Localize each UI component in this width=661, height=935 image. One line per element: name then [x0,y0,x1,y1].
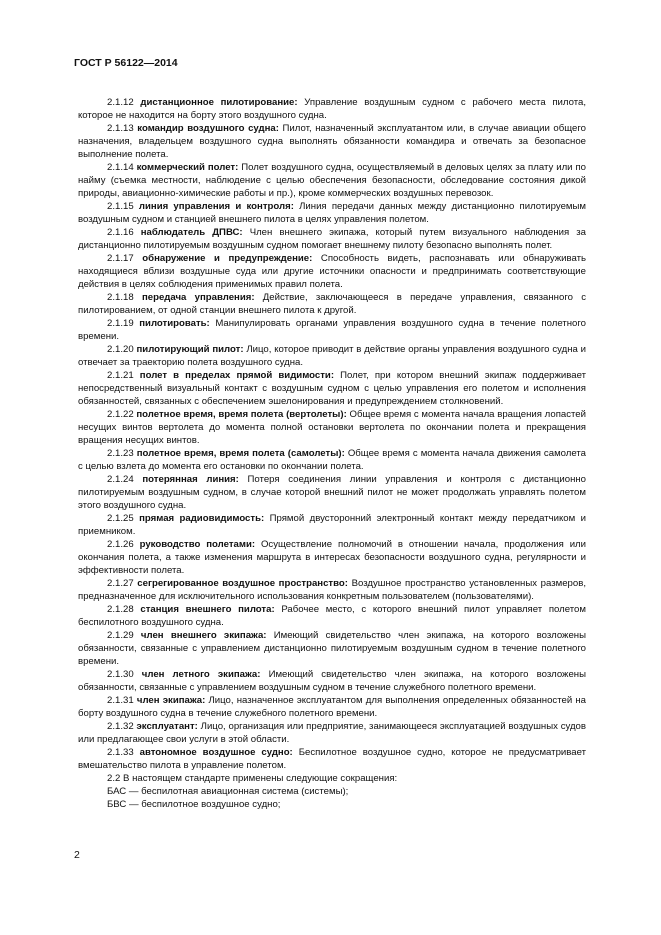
definition-item [78,512,586,538]
document-header: ГОСТ Р 56122—2014 [74,57,178,69]
definition-item [78,408,586,447]
abbreviation-item: БАС — беспилотная авиационная система (системы); [107,786,349,797]
definition-item [78,369,586,408]
definition-item [78,343,586,369]
abbreviation-item: БВС — беспилотное воздушное судно; [107,799,281,810]
definition-text: Общее время с момента начала движения самолета с целью взлета до момента его остановки по окончании полета. [78,448,587,472]
definition-number: 2.1.21 [107,370,134,381]
definition-number: 2.1.15 [107,201,134,212]
definition-item [78,161,586,200]
definition-term: эксплуатант: [136,721,198,732]
definition-term: полетное время, время полета (вертолеты): [136,409,347,420]
definition-term: автономное воздушное судно: [139,747,293,758]
definition-item [78,226,586,252]
definition-item [78,538,586,577]
definition-term: руководство полетами: [139,539,256,550]
definition-item [78,694,586,720]
definition-term: передача управления: [141,292,255,303]
definition-item [78,291,586,317]
definition-text: Имеющий свидетельство член экипажа, на которого возложены обязанности, связанные с управлением воздушным судном в течение служебного полетного времени. [78,669,586,693]
definition-number: 2.1.16 [107,227,134,238]
definition-text: Пилот, назначенный эксплуатантом или, в случае авиации общего назначения, владельцем воздушного судна выполнять обязанности командира и отвечать за безопасное выполнение полета. [78,123,586,160]
definition-number: 2.1.26 [107,539,134,550]
definition-text: Полет воздушного судна, осуществляемый в деловых целях за плату или по найму (съемка местности, наблюдение с целью обеспечения безопасности, обследование состояния дикой природы, авиационно-химические работы и пр.), кроме коммерческих воздушных перевозок. [78,162,586,199]
definition-text: Имеющий свидетельство член экипажа, на которого возложены обязанности, связанные с управлением дистанционно пилотируемым воздушным судном в течение полетного времени. [78,630,586,667]
definition-term: полетное время, время полета (самолеты): [136,448,345,459]
definition-term: наблюдатель ДПВС: [140,227,243,238]
definition-text: Манипулировать органами управления воздушного судна в течение полетного времени. [78,318,586,342]
definition-term: линия управления и контроля: [138,201,294,212]
definition-number: 2.1.25 [107,513,134,524]
definition-item [78,746,586,772]
definition-number: 2.1.27 [107,578,134,589]
definition-number: 2.1.29 [107,630,134,641]
definition-item [78,96,586,122]
definition-item [78,317,586,343]
definition-number: 2.1.13 [107,123,134,134]
definition-item [78,668,586,694]
definition-item [78,720,586,746]
definition-text: Осуществление полномочий в отношении начала, продолжения или окончания полета, а также изменения маршрута в интересах безопасности воздушного судна, регулярности и эффективности полета. [78,539,587,576]
definition-number: 2.1.19 [107,318,134,329]
definition-text: Лицо, которое приводит в действие органы управления воздушного судна и отвечает за траекторию полета воздушного судна. [78,344,587,368]
definition-number: 2.1.32 [107,721,134,732]
definition-text: Потеря соединения линии управления и контроля с дистанционно пилотируемым воздушным судном, в случае которой внешний пилот не может продолжать управлять полетом этого воздушного судна. [78,474,586,511]
section-2-2-intro: 2.2 В настоящем стандарте применены следующие сокращения: [107,773,398,784]
definition-term: командир воздушного судна: [137,123,279,134]
definition-term: член летного экипажа: [141,669,261,680]
definition-number: 2.1.23 [107,448,134,459]
definition-text: Способность видеть, распознавать или обнаруживать находящиеся вблизи воздушные суда или другие источники опасности и предпринимать соответствующие действия в целях соблюдения применимых правил полета. [78,253,587,290]
definition-number: 2.1.33 [107,747,134,758]
definition-item [78,473,586,512]
page-number: 2 [74,849,80,861]
definition-text: Линия передачи данных между дистанционно пилотируемым воздушным судном и станцией внешнего пилота в целях управления полетом. [78,201,586,225]
definition-item [78,252,586,291]
definition-term: пилотировать: [139,318,210,329]
definition-term: дистанционное пилотирование: [140,97,298,108]
definition-text: Общее время с момента начала вращения лопастей несущих винтов вертолета до момента полной остановки вертолета по окончании полета и прекращения вращения несущих винтов. [78,409,587,446]
definition-item [78,603,586,629]
definition-number: 2.1.31 [107,695,134,706]
definition-term: сегрегированное воздушное пространство: [137,578,348,589]
definition-text: Беспилотное воздушное судно, которое не предусматривает вмешательство пилота в управление полетом. [78,747,587,771]
definition-number: 2.1.24 [107,474,134,485]
definition-term: член внешнего экипажа: [140,630,267,641]
definition-number: 2.1.20 [107,344,134,355]
definition-text: Полет, при котором внешний экипаж поддерживает непосредственный визуальный контакт с воздушным судном с целью управления его полетом и исполнения обязанностей, связанных с обеспечением эшелонирования и предупреждением столкновений. [78,370,586,407]
definition-item [78,200,586,226]
definition-item [78,447,586,473]
definitions-list [78,96,586,772]
definition-term: полет в пределах прямой видимости: [139,370,335,381]
definition-text: Рабочее место, с которого внешний пилот управляет полетом беспилотного воздушного судна. [78,604,586,628]
definition-term: член экипажа: [136,695,206,706]
document-body [78,96,586,811]
definition-term: пилотирующий пилот: [136,344,244,355]
definition-number: 2.1.22 [107,409,134,420]
definition-item [78,577,586,603]
definition-term: прямая радиовидимость: [139,513,265,524]
definition-text: Лицо, назначенное эксплуатантом для выполнения определенных обязанностей на борту воздушного судна в течение служебного полетного времени. [78,695,586,719]
definition-term: обнаружение и предупреждение: [142,253,313,264]
definition-number: 2.1.14 [107,162,134,173]
definition-number: 2.1.18 [107,292,134,303]
definition-text: Управление воздушным судном с рабочего места пилота, которое не находится на борту этого воздушного судна. [78,97,586,121]
definition-number: 2.1.30 [107,669,134,680]
definition-text: Член внешнего экипажа, который путем визуального наблюдения за дистанционно пилотируемым воздушным судном помогает внешнему пилоту безопасно выполнять полет. [78,227,586,251]
definition-text: Действие, заключающееся в передаче управления, связанного с пилотированием, от одной станции внешнего пилота к другой. [78,292,586,316]
definition-item [78,122,586,161]
definition-item [78,629,586,668]
definition-number: 2.1.28 [107,604,134,615]
definition-text: Лицо, организация или предприятие, занимающееся эксплуатацией воздушных судов или предлагающее свои услуги в этой области. [78,721,586,745]
definition-text: Воздушное пространство установленных размеров, предназначенное для исключительного использования конкретным пользователем (пользователями). [78,578,586,602]
definition-number: 2.1.17 [107,253,134,264]
definition-term: потерянная линия: [142,474,239,485]
definition-number: 2.1.12 [107,97,134,108]
definition-term: коммерческий полет: [136,162,239,173]
definition-term: станция внешнего пилота: [140,604,275,615]
definition-text: Прямой двусторонний электронный контакт между передатчиком и приемником. [78,513,586,537]
